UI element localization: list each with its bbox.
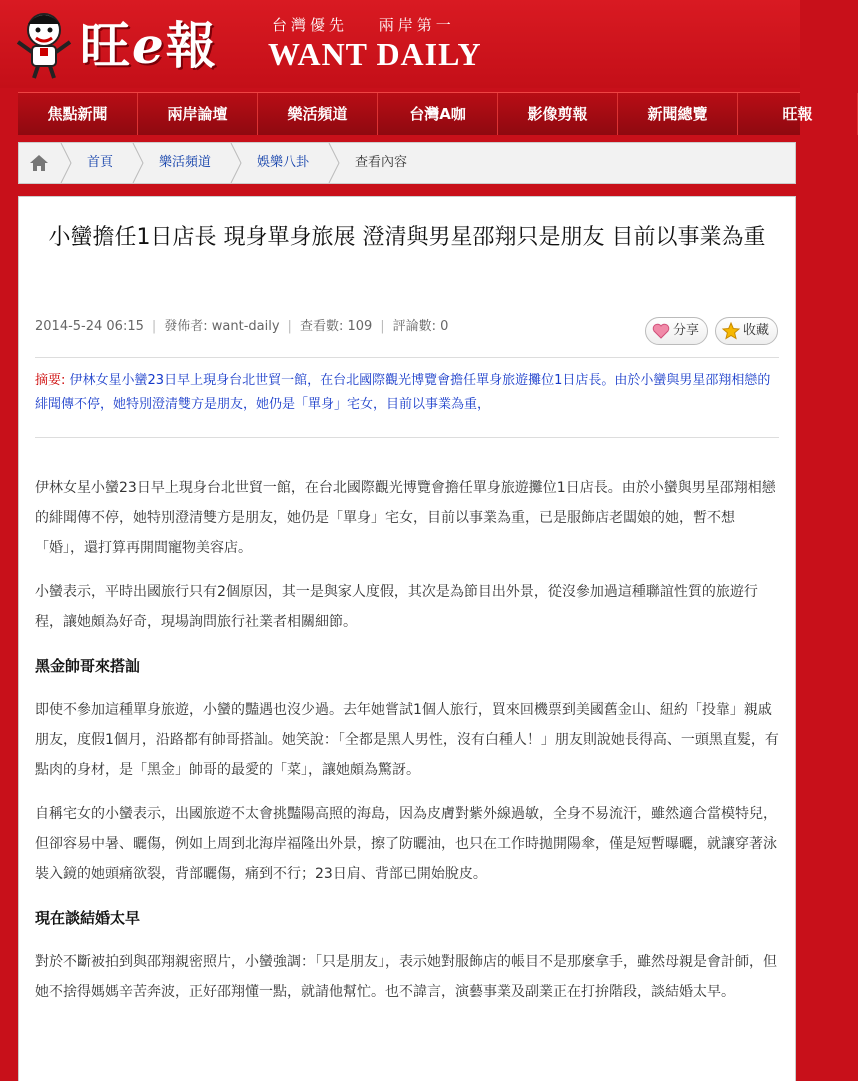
home-icon[interactable] [19, 143, 59, 183]
article-body [35, 473, 779, 1021]
brand-char-2: e [132, 16, 166, 75]
share-label: 分享 [673, 323, 700, 338]
share-button[interactable] [645, 317, 708, 345]
site-header [0, 0, 800, 88]
main-nav [18, 92, 813, 135]
article-paragraph: 小蠻表示，平時出國旅行只有2個原因，其一是與家人度假，其次是為節目出外景，從沒參加過這種聯誼性質的旅遊行程，讓她頗為好奇，現場詢問旅行社業者相關細節。 [35, 584, 758, 630]
article-paragraph: 即使不參加這種單身旅遊，小蠻的豔遇也沒少過。去年她嘗試1個人旅行，買來回機票到美國舊金山、紐約「投靠」親戚朋友，度假1個月，沿路都有帥哥搭訕。她笑說：「全都是黑人男性，沒有白種人！」朋友則說她長得高、一頭黑直髮，有點肉的身材，是「黑金」帥哥的最愛的「菜」，讓她頗為驚訝。 [35, 702, 779, 778]
brand-char-3: 報 [165, 16, 218, 75]
article-paragraph: 伊林女星小蠻23日早上現身台北世貿一館，在台北國際觀光博覽會擔任單身旅遊攤位1日店長。由於小蠻與男星邵翔相戀的緋聞傳不停，她特別澄清雙方是朋友，她仍是「單身」宅女，目前以事業為重，已是服飾店老闆娘的她，暫不想「婚」，還打算再開間寵物美容店。 [35, 480, 776, 556]
article-paragraph: 對於不斷被拍到與邵翔親密照片，小蠻強調：「只是朋友」，表示她對服飾店的帳目不是那麼拿手，雖然母親是會計師，但她不捨得媽媽辛苦奔波，正好邵翔懂一點，就請他幫忙。也不諱言，演藝事業及副業正在打拚階段，談結婚太早。 [35, 954, 777, 1000]
article-paragraph: 自稱宅女的小蠻表示，出國旅遊不太會挑豔陽高照的海島，因為皮膚對紫外線過敏，全身不易流汗，雖然適合當模特兒，但卻容易中暑、曬傷，例如上周到北海岸福隆出外景，擦了防曬油，也只在工作時拋開陽傘，僅是短暫曝曬，就讓穿著泳裝入鏡的她頭痛欲裂，背部曬傷，痛到不行；23日肩、背部已開始脫皮。 [35, 806, 777, 882]
nav-item-lifestyle[interactable]: 樂活頻道 [258, 93, 378, 135]
favorite-button[interactable] [715, 317, 778, 345]
article-summary [35, 369, 779, 417]
nav-item-focus-news[interactable]: 焦點新聞 [18, 93, 138, 135]
slogan-part-2: 兩岸第一 [378, 16, 455, 34]
article-meta: 2014-5-24 06:15 | 發佈者: want-daily | 查看數: 109 | 評論數: 0 [35, 319, 449, 334]
article-subheading: 黑金帥哥來搭訕 [35, 657, 141, 675]
nav-item-want-daily[interactable]: 旺報 [738, 93, 858, 135]
nav-item-taiwan-a-ka[interactable]: 台灣A咖 [378, 93, 498, 135]
star-icon [722, 322, 740, 340]
summary-text: 伊林女星小蠻23日早上現身台北世貿一館，在台北國際觀光博覽會擔任單身旅遊攤位1日店長。由於小蠻與男星邵翔相戀的緋聞傳不停，她特別澄清雙方是朋友，她仍是「單身」宅女，目前以事業為重， [35, 373, 771, 412]
chevron-right-icon [229, 143, 243, 183]
slogan [272, 14, 477, 35]
nav-item-image-clippings[interactable]: 影像剪報 [498, 93, 618, 135]
nav-item-news-overview[interactable]: 新聞總覽 [618, 93, 738, 135]
breadcrumb-current: 查看內容 [355, 155, 408, 170]
chevron-right-icon [327, 143, 341, 183]
breadcrumb-entertainment[interactable]: 娛樂八卦 [257, 155, 310, 170]
article-container [18, 196, 796, 1081]
brand-logo[interactable] [80, 6, 218, 78]
nav-item-cross-strait-forum[interactable]: 兩岸論壇 [138, 93, 258, 135]
heart-icon [652, 323, 670, 339]
breadcrumb [18, 142, 796, 184]
chevron-right-icon [59, 143, 73, 183]
article-date: 2014-5-24 06:15 [35, 319, 144, 334]
favorite-label: 收藏 [743, 323, 770, 338]
article-author[interactable]: 發佈者: want-daily [164, 319, 280, 334]
brand-english-name: WANT DAILY [268, 36, 482, 72]
article-views: 查看數: 109 [299, 319, 373, 334]
breadcrumb-home[interactable]: 首頁 [87, 155, 114, 170]
article-subheading: 現在談結婚太早 [35, 909, 141, 927]
breadcrumb-lifestyle[interactable]: 樂活頻道 [159, 155, 212, 170]
summary-divider [35, 437, 779, 438]
chevron-right-icon [131, 143, 145, 183]
slogan-part-1: 台灣優先 [272, 16, 349, 34]
article-comments[interactable]: 評論數: 0 [392, 319, 449, 334]
summary-label: 摘要: [35, 373, 66, 388]
mascot-logo-icon[interactable] [14, 8, 74, 80]
meta-divider [35, 357, 779, 358]
brand-char-1: 旺 [80, 16, 132, 75]
article-title: 小蠻擔任1日店長 現身單身旅展 澄清與男星邵翔只是朋友 目前以事業為重 [48, 225, 766, 250]
